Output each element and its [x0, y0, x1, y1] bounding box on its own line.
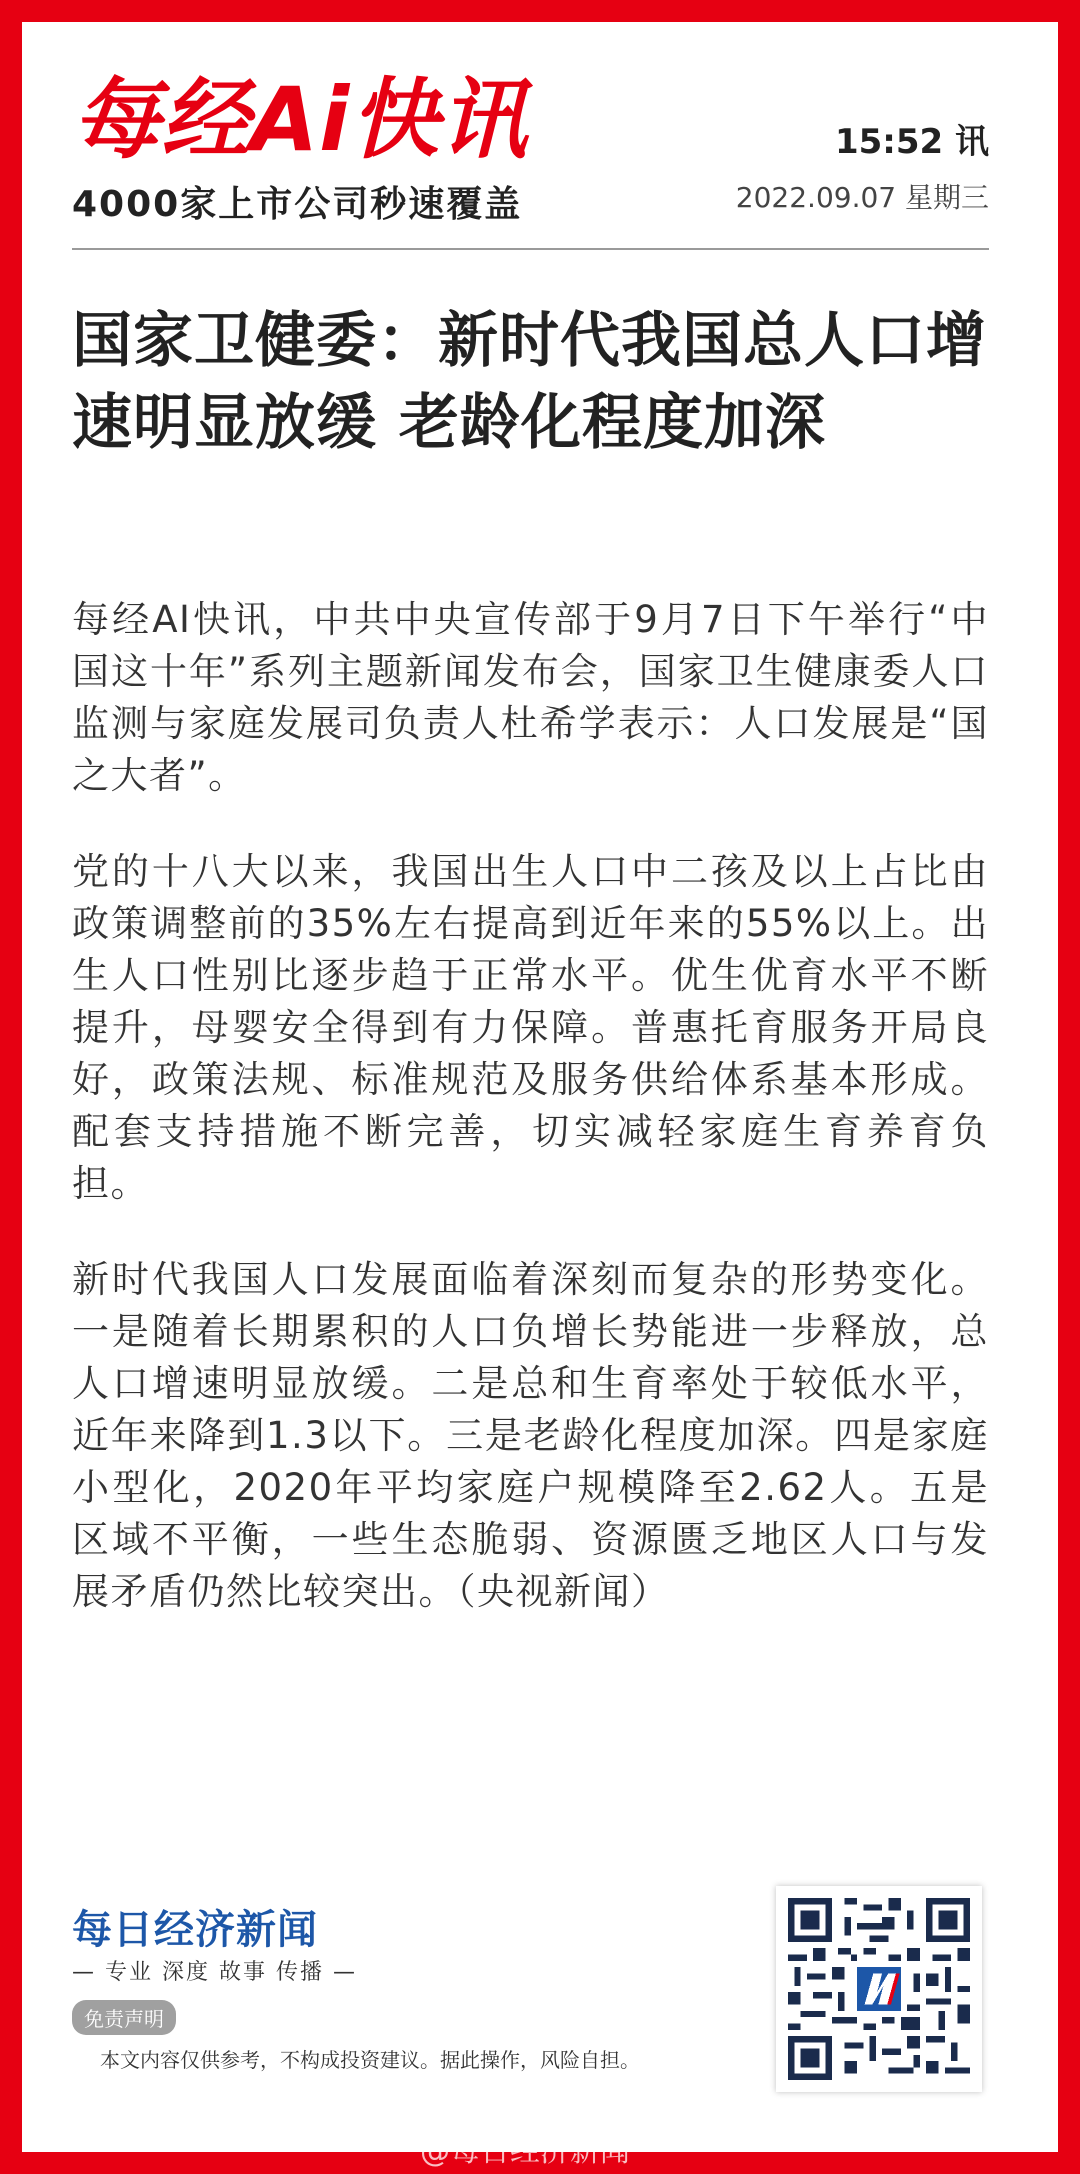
logo-ai: Ai: [250, 68, 351, 171]
publish-date: 2022.09.07 星期三: [735, 181, 989, 214]
logo-suffix: 快讯: [350, 68, 529, 171]
paragraph-2: 党的十八大以来，我国出生人口中二孩及以上占比由政策调整前的35%左右提高到近年来的55%以上。出生人口性别比逐步趋于正常水平。优生优育水平不断提升，母婴安全得到有力保障。普惠托育服务开局良好，政策法规、标准规范及服务供给体系基本形成。配套支持措施不断完善，切实减轻家庭生育养育负担。: [72, 850, 989, 1205]
logo-prefix: 每经: [72, 68, 251, 171]
qr-code: [776, 1886, 982, 2092]
paragraph-3: 新时代我国人口发展面临着深刻而复杂的形势变化。一是随着长期累积的人口负增长势能进一步释放，总人口增速明显放缓。二是总和生育率处于较低水平，近年来降到1.3以下。三是老龄化程度加深。四是家庭小型化，2020年平均家庭户规模降至2.62人。五是区域不平衡，一些生态脆弱、资源匮乏地区人口与发展矛盾仍然比较突出。（央视新闻）: [72, 1258, 989, 1613]
logo: [72, 70, 528, 170]
header: [72, 58, 989, 248]
article-body: [72, 594, 989, 1662]
qr-code-icon: [788, 1898, 970, 2080]
header-divider: [72, 248, 989, 250]
publish-time: 15:52 讯: [834, 122, 989, 162]
footer-tagline: — 专业 深度 故事 传播 —: [72, 1960, 357, 1985]
paragraph-1: 每经AI快讯，中共中央宣传部于9月7日下午举行“中国这十年”系列主题新闻发布会，国家卫生健康委人口监测与家庭发展司负责人杜希学表示：人口发展是“国之大者”。: [72, 598, 989, 797]
footer-brand: 每日经济新闻: [72, 1906, 318, 1953]
weibo-watermark: @每日经济新闻: [420, 2134, 630, 2169]
article-headline: 国家卫健委：新时代我国总人口增速明显放缓 老龄化程度加深: [72, 306, 987, 458]
disclaimer-badge: 免责声明: [72, 2000, 176, 2035]
disclaimer-text: 本文内容仅供参考，不构成投资建议。据此操作，风险自担。: [100, 2048, 640, 2072]
slogan: 4000家上市公司秒速覆盖: [72, 184, 523, 225]
